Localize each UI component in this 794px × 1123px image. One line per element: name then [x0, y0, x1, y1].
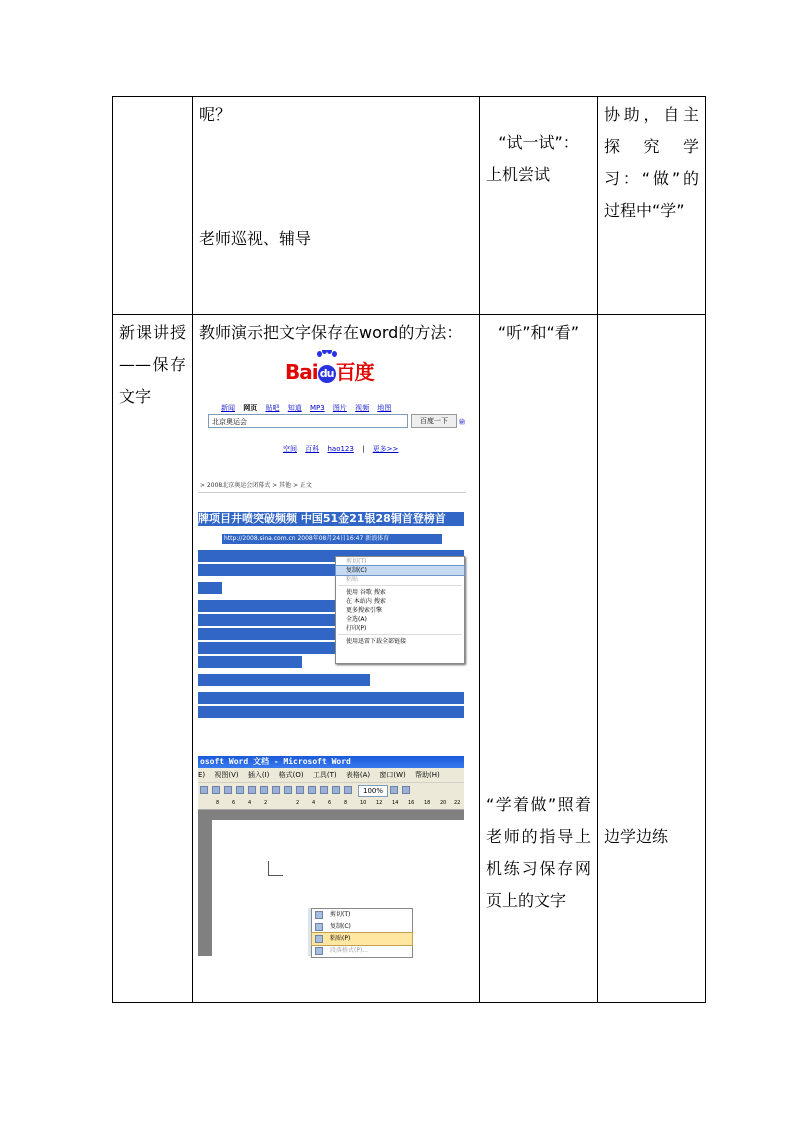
- word-context-menu: [311, 908, 413, 958]
- menu-format[interactable]: 格式(O): [278, 771, 304, 779]
- word-title-bar: osoft Word 文档 - Microsoft Word: [198, 756, 464, 768]
- menu-help[interactable]: 帮助(H): [414, 771, 440, 779]
- selected-text-line: [198, 692, 464, 704]
- copy-icon[interactable]: [284, 786, 292, 794]
- breadcrumb: > 2008北京奥运会闭幕式 > 其他 > 正文: [200, 482, 312, 489]
- row2-col3-top: “听”和“看”: [497, 323, 580, 342]
- menu-item-paste[interactable]: 粘贴(P): [312, 933, 412, 945]
- sub-link[interactable]: 百科: [305, 445, 320, 453]
- baidu-logo: Bai du 百度: [285, 356, 374, 385]
- cut-icon[interactable]: [272, 786, 280, 794]
- sub-link[interactable]: 更多>>: [372, 445, 399, 453]
- row2-col2-title: 教师演示把文字保存在word的方法：: [199, 323, 463, 342]
- menu-item-copy[interactable]: 复制(C): [336, 566, 464, 575]
- browser-context-menu: [335, 556, 465, 664]
- row1-col2-cell: [193, 97, 480, 315]
- search-engine-screenshot: [205, 350, 467, 462]
- nav-link[interactable]: 图片: [332, 404, 347, 412]
- paste-icon: [315, 935, 323, 943]
- sub-link-divider: |: [362, 445, 365, 453]
- selected-text-line: [198, 656, 302, 668]
- menu-item-more-engines[interactable]: 更多搜索引擎: [346, 607, 383, 614]
- help-icon[interactable]: [390, 786, 398, 794]
- nav-link[interactable]: 网页: [243, 404, 258, 412]
- nav-link[interactable]: MP3: [309, 404, 325, 412]
- row2-col4-cell: [598, 315, 706, 1003]
- sub-link[interactable]: 空间: [283, 445, 297, 453]
- paste-icon[interactable]: [296, 786, 304, 794]
- row2-col1-text: 新课讲授——保存文字: [119, 323, 186, 406]
- menu-table[interactable]: 表格(A): [345, 771, 371, 779]
- zoom-select[interactable]: 100%: [358, 785, 388, 797]
- spell-icon[interactable]: [260, 786, 268, 794]
- selected-text-line: [198, 706, 464, 718]
- menu-item-print[interactable]: 打印(P): [346, 625, 367, 632]
- open-icon[interactable]: [212, 786, 220, 794]
- read-icon[interactable]: [402, 786, 410, 794]
- search-sublinks: [283, 444, 404, 454]
- save-icon[interactable]: [224, 786, 232, 794]
- nav-link[interactable]: 视频: [355, 404, 370, 412]
- search-input[interactable]: 北京奥运会: [208, 414, 408, 428]
- menu-insert[interactable]: 插入(I): [247, 771, 270, 779]
- nav-link[interactable]: 地图: [377, 404, 392, 412]
- nav-link[interactable]: 知道: [287, 404, 302, 412]
- menu-item-paragraph[interactable]: 段落格式(P)...: [312, 945, 412, 957]
- selected-text-line: [198, 582, 222, 594]
- menu-item-download-links[interactable]: 使用迅雷下载全部链接: [346, 638, 407, 645]
- row1-col2-text1: 呢？: [199, 105, 232, 124]
- menu-view[interactable]: 视图(V): [214, 771, 239, 779]
- row2-col3-bottom: “学着做”照着老师的指导上机练习保存网页上的文字: [486, 795, 591, 910]
- menu-item-select-all[interactable]: 全选(A): [346, 616, 367, 623]
- word-ruler: 8 6 4 2 2 4 6 8 10 12 14 16 18 20 22: [198, 797, 464, 810]
- menu-window[interactable]: 窗口(W): [379, 771, 406, 779]
- format-painter-icon[interactable]: [308, 786, 316, 794]
- row1-col3-text1: “试一试”：: [498, 133, 579, 152]
- table-row: [113, 97, 706, 315]
- menu-item-cut[interactable]: 剪切(T): [346, 558, 367, 565]
- row2-col4-text: 边学边练: [604, 827, 669, 846]
- row1-col2-text2: 老师巡视、辅导: [199, 229, 312, 248]
- menu-item-site-search[interactable]: 在 本站内 搜索: [346, 598, 386, 605]
- cut-icon: [315, 911, 323, 919]
- paw-icon: [317, 350, 333, 358]
- paragraph-icon: [315, 947, 323, 955]
- search-nav: [221, 403, 397, 413]
- sub-link[interactable]: hao123: [327, 445, 354, 453]
- row1-col1-cell: [113, 97, 193, 315]
- table-icon[interactable]: [344, 786, 352, 794]
- search-button[interactable]: 百度一下: [411, 414, 457, 428]
- row2-col3-cell: [480, 315, 598, 1003]
- menu-item-paste[interactable]: 粘贴: [346, 576, 359, 583]
- word-menu-bar: [198, 768, 464, 782]
- row1-col4-cell: [598, 97, 706, 315]
- selected-text-line: [198, 674, 370, 686]
- text-cursor-mark: [268, 861, 283, 876]
- row2-col1-cell: [113, 315, 193, 1003]
- input-method-link[interactable]: 输: [459, 419, 466, 426]
- new-icon[interactable]: [200, 786, 208, 794]
- nav-link[interactable]: 贴吧: [265, 404, 280, 412]
- menu-tools[interactable]: 工具(T): [312, 771, 337, 779]
- menu-edit[interactable]: E): [198, 771, 206, 779]
- word-toolbar: [198, 782, 464, 797]
- print-icon[interactable]: [236, 786, 244, 794]
- article-headline: 牌项目井喷突破频频 中国51金21银28铜首登榜首: [198, 512, 464, 526]
- menu-item-cut[interactable]: 剪切(T): [312, 909, 412, 921]
- menu-item-google-search[interactable]: 使用 谷歌 搜索: [346, 589, 386, 596]
- row1-col3-cell: [480, 97, 598, 315]
- row1-col4-text: 协助，自主探究学习：“做”的过程中“学”: [604, 105, 699, 220]
- hyperlink-icon[interactable]: [332, 786, 340, 794]
- copy-icon: [315, 923, 323, 931]
- preview-icon[interactable]: [248, 786, 256, 794]
- undo-icon[interactable]: [320, 786, 328, 794]
- menu-item-copy[interactable]: 复制(C): [312, 921, 412, 933]
- article-meta: http://2008.sina.com.cn 2008年08月24日16:47 新浪体育: [222, 534, 442, 544]
- nav-link[interactable]: 新闻: [221, 404, 235, 412]
- row1-col3-text2: 上机尝试: [486, 165, 551, 184]
